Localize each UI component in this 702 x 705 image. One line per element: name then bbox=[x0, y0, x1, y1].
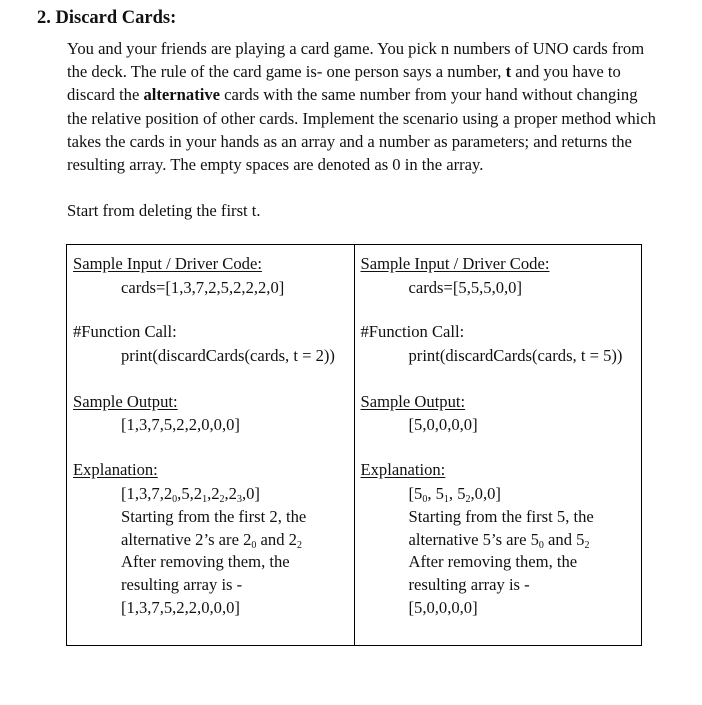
example-2-cell bbox=[355, 245, 642, 645]
input-code: cards=[1,3,7,2,5,2,2,2,0] bbox=[121, 278, 285, 297]
explanation-result: [1,3,7,5,2,2,0,0,0] bbox=[121, 598, 240, 617]
output-value: [5,0,0,0,0] bbox=[408, 415, 478, 434]
explanation-line: alternative 5’s are $5_0$ and $5_2$ bbox=[408, 530, 590, 551]
problem-description: You and your friends are playing a card game. You pick n numbers of UNO cards from the deck. The rule of the card game is- one person says a number, t and you have to discard the alternative cards with the same number from your hand without changing the relative position of other cards. Implement the scenario using a proper method which takes the cards in your hands as an array and a number as parameters; and returns the resulting array. The empty spaces are denoted as 0 in the array. bbox=[67, 39, 656, 175]
input-label: Sample Input / Driver Code: bbox=[73, 254, 262, 273]
t-bold: t bbox=[505, 62, 512, 82]
section-heading: 2. Discard Cards: bbox=[37, 8, 177, 28]
explanation-result: [5,0,0,0,0] bbox=[408, 598, 478, 617]
call-code: print(discardCards(cards, t = 2)) bbox=[121, 346, 335, 365]
explanation-line: After removing them, the bbox=[121, 552, 290, 571]
output-value: [1,3,7,5,2,2,0,0,0] bbox=[121, 415, 240, 434]
examples-table bbox=[66, 244, 642, 646]
example-1-cell bbox=[67, 245, 355, 645]
explanation-label: Explanation: bbox=[73, 460, 158, 479]
call-code: print(discardCards(cards, t = 5)) bbox=[408, 346, 623, 365]
explanation-line: resulting array is - bbox=[408, 575, 530, 594]
start-note: Start from deleting the first t. bbox=[67, 201, 261, 220]
explanation-label: Explanation: bbox=[360, 460, 446, 479]
explanation-array: [$5_0$, $5_1$, $5_2,0,0$] bbox=[408, 484, 501, 505]
output-label: Sample Output: bbox=[360, 392, 466, 411]
explanation-line: alternative 2’s are $2_0$ and $2_2$ bbox=[121, 530, 302, 551]
call-label: #Function Call: bbox=[73, 322, 177, 341]
explanation-array: $[1,3,7,2_0,5,2_1,2_2,2_3,0]$ bbox=[121, 484, 260, 505]
input-code: cards=[5,5,5,0,0] bbox=[408, 278, 522, 297]
explanation-line: resulting array is - bbox=[121, 575, 243, 594]
explanation-line: Starting from the first 5, the bbox=[408, 507, 594, 526]
input-label: Sample Input / Driver Code: bbox=[360, 254, 550, 273]
call-label: #Function Call: bbox=[360, 322, 465, 341]
explanation-line: Starting from the first 2, the bbox=[121, 507, 307, 526]
output-label: Sample Output: bbox=[73, 392, 178, 411]
alternative-bold: alternative bbox=[143, 85, 220, 105]
explanation-line: After removing them, the bbox=[408, 552, 578, 571]
